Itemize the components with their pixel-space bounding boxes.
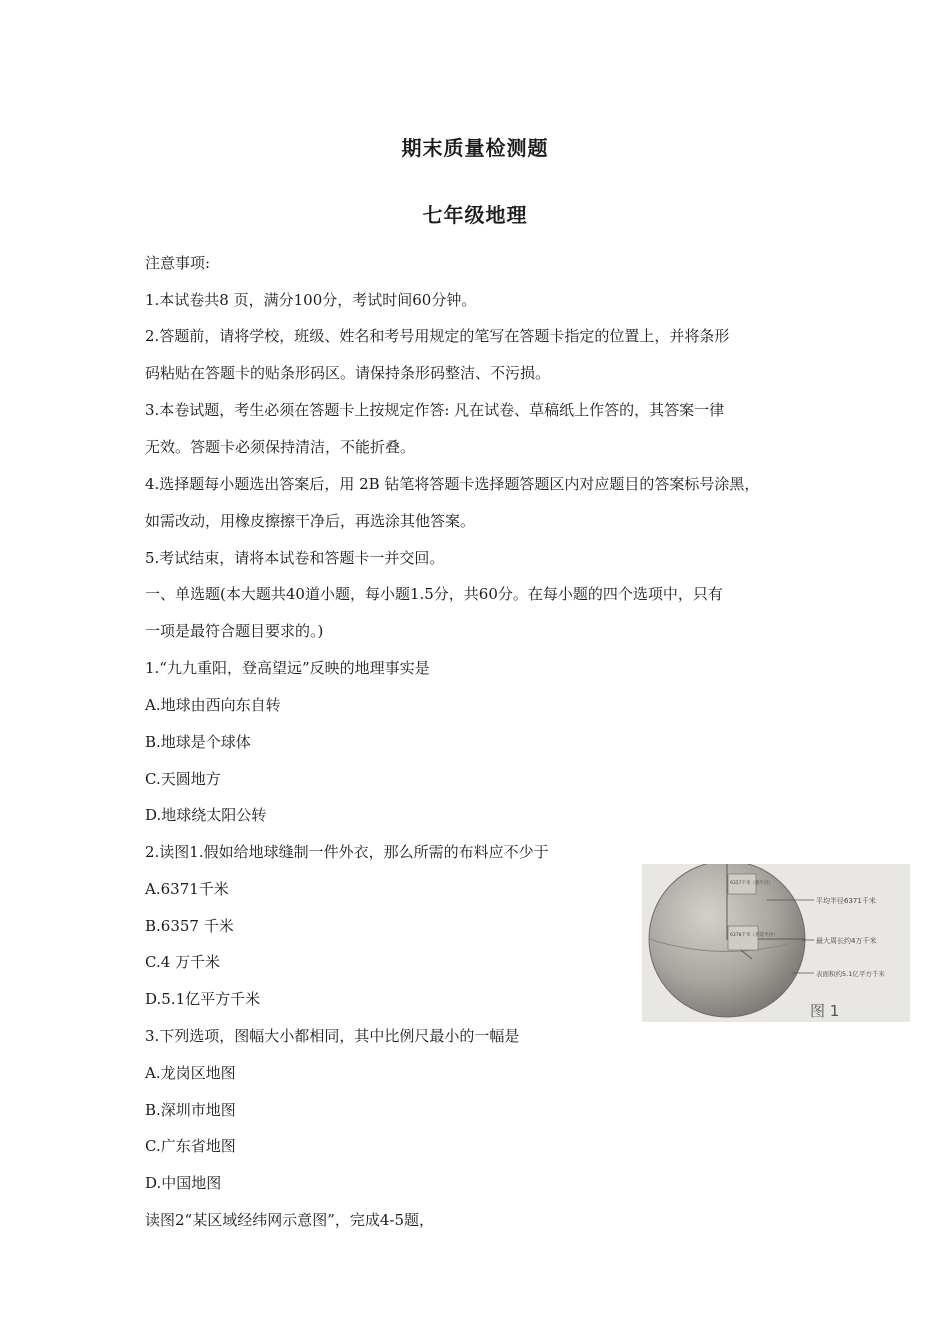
question-2-option-c: C.4 万千米 — [145, 953, 221, 971]
page-title: 期末质量检测题 — [401, 136, 549, 160]
question-2-option-a: A.6371千米 — [145, 880, 229, 898]
question-2-stem: 2.读图1.假如给地球缝制一件外衣，那么所需的布料应不少于 — [145, 843, 549, 861]
section-heading-cont: 一项是最符合题目要求的。) — [145, 622, 324, 640]
question-3-option-a: A.龙岗区地图 — [145, 1064, 236, 1082]
figure-1-label-polar-radius: 6357千米（极半径） — [730, 881, 773, 886]
globe-icon — [649, 864, 805, 1017]
notes-item-4-cont: 如需改动，用橡皮擦擦干净后，再选涂其他答案。 — [145, 512, 476, 530]
notes-item-1: 1.本试卷共8 页，满分100分，考试时间60分钟。 — [145, 291, 477, 309]
notes-heading: 注意事项: — [145, 254, 211, 272]
figure-1-label-equatorial-radius: 6378千米（赤道半径） — [730, 933, 778, 938]
question-1-option-b: B.地球是个球体 — [145, 733, 251, 751]
figure-1-caption: 图 1 — [810, 1002, 840, 1020]
question-3-option-d: D.中国地图 — [145, 1174, 222, 1192]
notes-item-3-cont: 无效。答题卡必须保持清洁，不能折叠。 — [145, 438, 416, 456]
notes-item-3: 3.本卷试题，考生必须在答题卡上按规定作答: 凡在试卷、草稿纸上作答的，其答案一律 — [145, 401, 725, 419]
reading-prompt: 读图2“某区域经纬网示意图”，完成4-5题， — [145, 1211, 435, 1229]
question-3-stem: 3.下列选项，图幅大小都相同，其中比例尺最小的一幅是 — [145, 1027, 520, 1045]
question-3-option-b: B.深圳市地图 — [145, 1101, 236, 1119]
figure-1-label-mean-radius: 平均半径6371千米 — [816, 897, 876, 905]
question-2-option-b: B.6357 千米 — [145, 917, 234, 935]
question-3-option-c: C.广东省地图 — [145, 1137, 236, 1155]
notes-item-2: 2.答题前，请将学校，班级、姓名和考号用规定的笔写在答题卡指定的位置上，并将条形 — [145, 327, 730, 345]
question-1-option-a: A.地球由西向东自转 — [145, 696, 281, 714]
figure-1-label-circumference: 最大周长约4万千米 — [816, 937, 877, 945]
notes-item-5: 5.考试结束，请将本试卷和答题卡一并交回。 — [145, 549, 445, 567]
section-heading: 一、单选题(本大题共40道小题，每小题1.5分，共60分。在每小题的四个选项中，只有 — [145, 585, 723, 603]
notes-item-2-cont: 码粘贴在答题卡的贴条形码区。请保持条形码整洁、不污损。 — [145, 364, 551, 382]
figure-1-label-surface-area: 表面积约5.1亿平方千米 — [816, 970, 885, 978]
question-1-option-d: D.地球绕太阳公转 — [145, 806, 267, 824]
question-1-option-c: C.天圆地方 — [145, 770, 221, 788]
notes-item-4: 4.选择题每小题选出答案后，用 2B 钻笔将答题卡选择题答题区内对应题目的答案标号涂黑， — [145, 475, 760, 493]
figure-1-earth-diagram — [642, 864, 910, 1022]
question-2-option-d: D.5.1亿平方千米 — [145, 990, 261, 1008]
page-subtitle: 七年级地理 — [422, 203, 528, 227]
question-1-stem: 1.“九九重阳，登高望远”反映的地理事实是 — [145, 659, 430, 677]
